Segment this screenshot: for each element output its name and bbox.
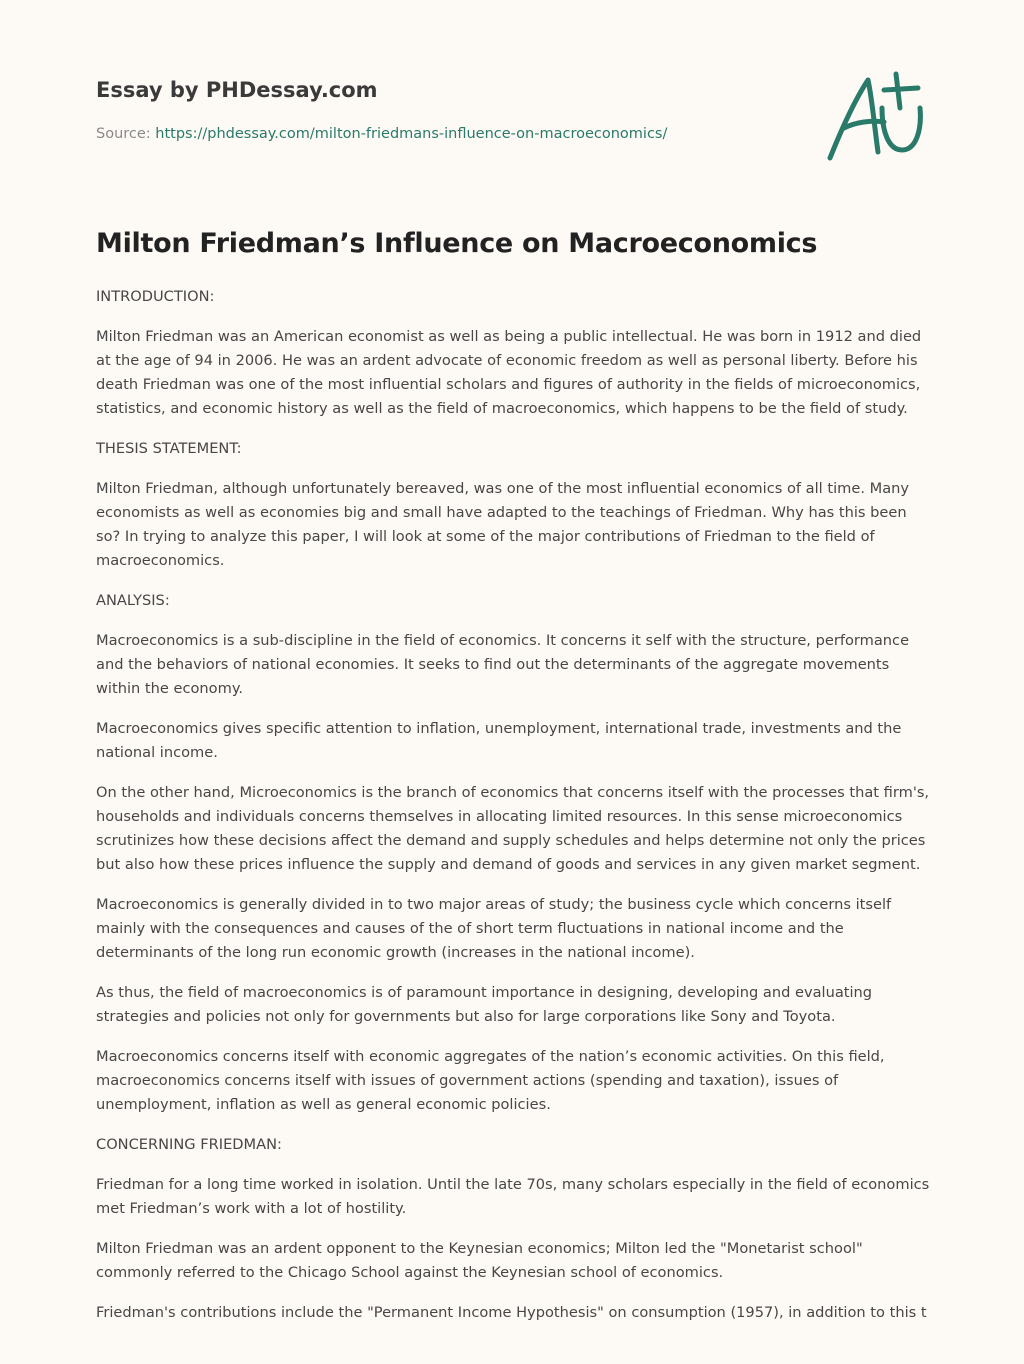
essay-body xyxy=(96,285,932,1364)
site-brand: Essay by PHDessay.com xyxy=(96,78,378,102)
section-heading-analysis: ANALYSIS: xyxy=(96,592,170,609)
paragraph: Macroeconomics is generally divided in to two major areas of study; the business cycle which concerns itself mainly with the consequences and causes of the of short term fluctuations in national income and the determinants of the long run economic growth (increases in the national income). xyxy=(96,896,892,961)
paragraph: Friedman for a long time worked in isolation. Until the late 70s, many scholars especially in the field of economics met Friedman’s work with a lot of hostility. xyxy=(96,1176,930,1217)
paragraph: Macroeconomics gives specific attention to inflation, unemployment, international trade, investments and the national income. xyxy=(96,720,902,761)
paragraph: As thus, the field of macroeconomics is of paramount importance in designing, developing and evaluating strategies and policies not only for governments but also for large corporations like Sony and Toyota. xyxy=(96,984,873,1025)
paragraph: Milton Friedman was an ardent opponent to the Keynesian economics; Milton led the "Monetarist school" commonly referred to the Chicago School against the Keynesian school of economics. xyxy=(96,1240,863,1281)
source-label: Source: xyxy=(96,126,156,142)
section-heading-introduction: INTRODUCTION: xyxy=(96,288,215,305)
a-plus-icon xyxy=(822,68,926,164)
section-heading-thesis: THESIS STATEMENT: xyxy=(96,440,242,457)
paragraph: Milton Friedman, although unfortunately bereaved, was one of the most influential economics of all time. Many economists as well as economies big and small have adapted to the teachings of Friedman. Why has this been so? In trying to analyze this paper, I will look at some of the major contributions of Friedman to the field of macroeconomics. xyxy=(96,480,910,569)
source-link[interactable]: https://phdessay.com/milton-friedmans-influence-on-macroeconomics/ xyxy=(155,126,668,142)
paragraph: Friedman's contributions include the "Permanent Income Hypothesis" on consumption (1957), in addition to this t xyxy=(96,1304,927,1321)
paragraph: Macroeconomics is a sub-discipline in the field of economics. It concerns it self with the structure, performance and the behaviors of national economies. It seeks to find out the determinants of the aggregate movements within the economy. xyxy=(96,632,910,697)
paragraph: Milton Friedman was an American economist as well as being a public intellectual. He was born in 1912 and died at the age of 94 in 2006. He was an ardent advocate of economic freedom as well as personal liberty. Before his death Friedman was one of the most influential scholars and figures of authority in the fields of microeconomics, statistics, and economic history as well as the field of macroeconomics, which happens to be the field of study. xyxy=(96,328,922,417)
paragraph: On the other hand, Microeconomics is the branch of economics that concerns itself with the processes that firm's, households and individuals concerns themselves in allocating limited resources. In this sense microeconomics scrutinizes how these decisions affect the demand and supply schedules and helps determine not only the prices but also how these prices influence the supply and demand of goods and services in any given market segment. xyxy=(96,784,930,873)
essay-title: Milton Friedman’s Influence on Macroeconomics xyxy=(96,228,818,259)
paragraph: Macroeconomics concerns itself with economic aggregates of the nation’s economic activities. On this field, macroeconomics concerns itself with issues of government actions (spending and taxation), issues of unemployment, inflation as well as general economic policies. xyxy=(96,1048,885,1113)
section-heading-friedman: CONCERNING FRIEDMAN: xyxy=(96,1136,282,1153)
source-line xyxy=(96,124,667,144)
